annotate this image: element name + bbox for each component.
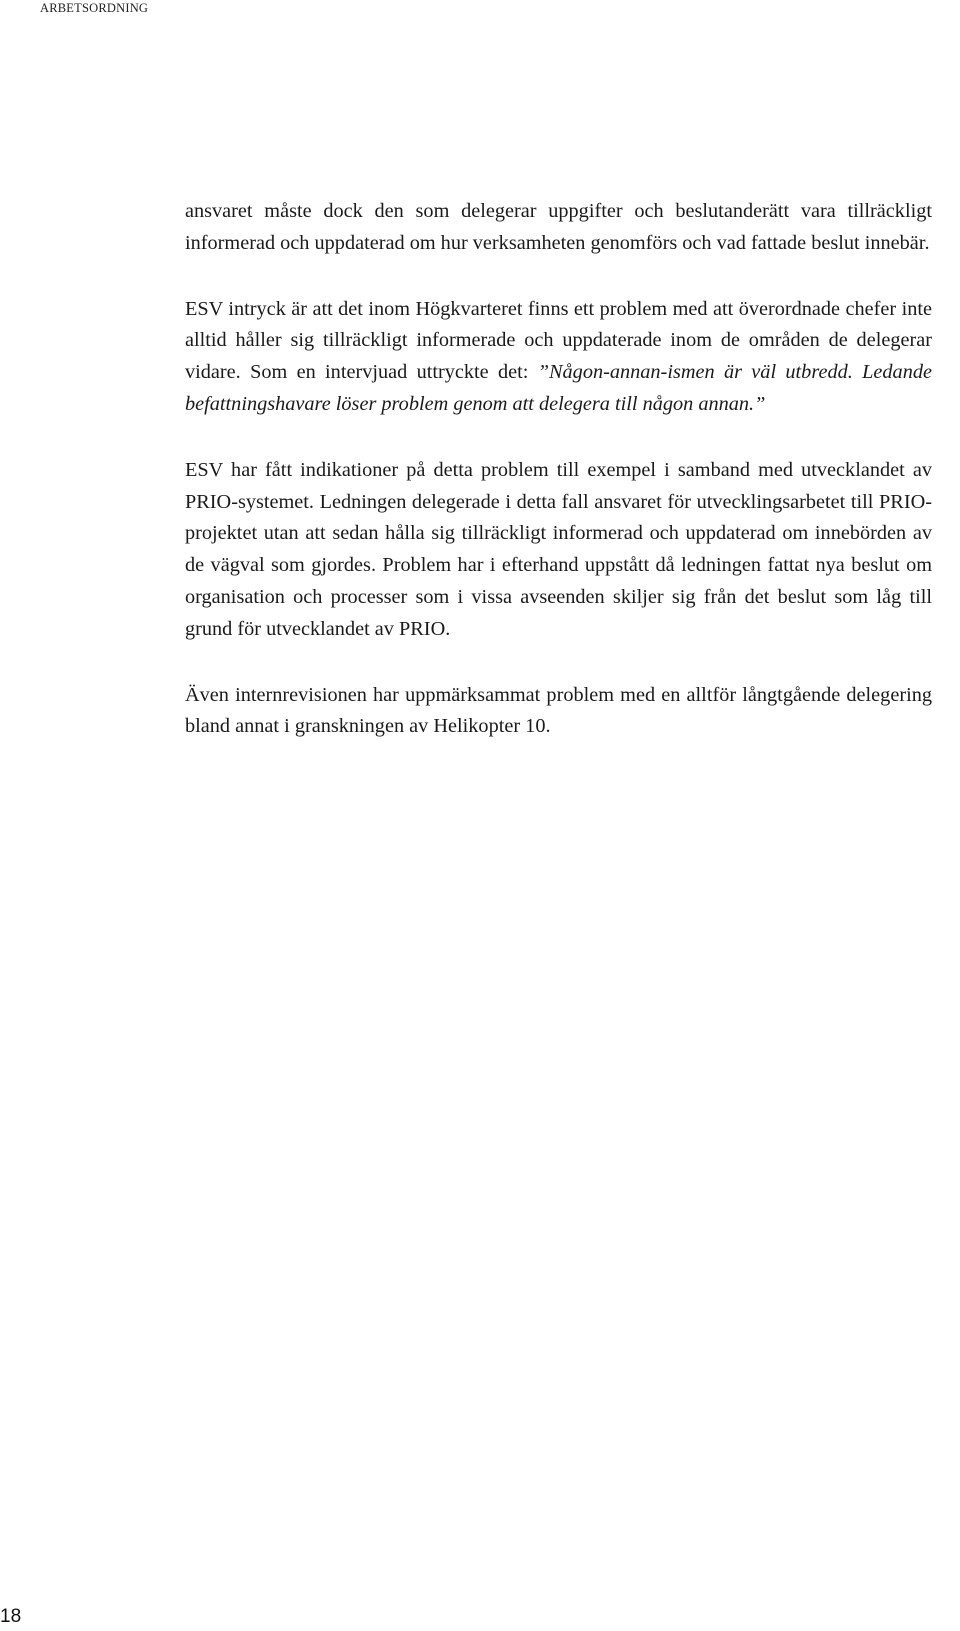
document-body xyxy=(185,196,932,777)
paragraph-2 xyxy=(185,294,932,421)
paragraph-3: ESV har fått indikationer på detta problem till exempel i samband med utvecklandet av PRIO-systemet. Ledningen delegerade i detta fall ansvaret för utvecklingsarbetet till PRIO-projektet utan att sedan hålla sig tillräckligt informerad och uppdaterad om innebörden av de vägval som gjordes. Problem har i efterhand uppstått då ledningen fattat nya beslut om organisation och processer som i vissa avseenden skiljer sig från det beslut som låg till grund för utvecklandet av PRIO. xyxy=(185,458,932,640)
interview-quote: ”Någon-annan-ismen är väl utbredd. Ledande befattningshavare löser problem genom att delegera till någon annan.” xyxy=(185,361,932,415)
paragraph-2-text: ESV intryck är att det inom Högkvarteret finns ett problem med att överordnade chefer inte alltid håller sig tillräckligt informerade och uppdaterade inom de områden de delegerar vidare. Som en intervjuad uttryckte det: xyxy=(185,297,932,384)
paragraph-1: ansvaret måste dock den som delegerar uppgifter och beslutanderätt vara tillräckligt informerad och uppdaterad om hur verksamheten genomförs och vad fattade beslut innebär. xyxy=(185,200,932,254)
running-header: ARBETSORDNING xyxy=(40,1,149,15)
paragraph-4: Även internrevisionen har uppmärksammat problem med en alltför långtgående delegering bland annat i granskningen av Helikopter 10. xyxy=(185,683,932,738)
page-number: 18 xyxy=(0,1606,22,1627)
